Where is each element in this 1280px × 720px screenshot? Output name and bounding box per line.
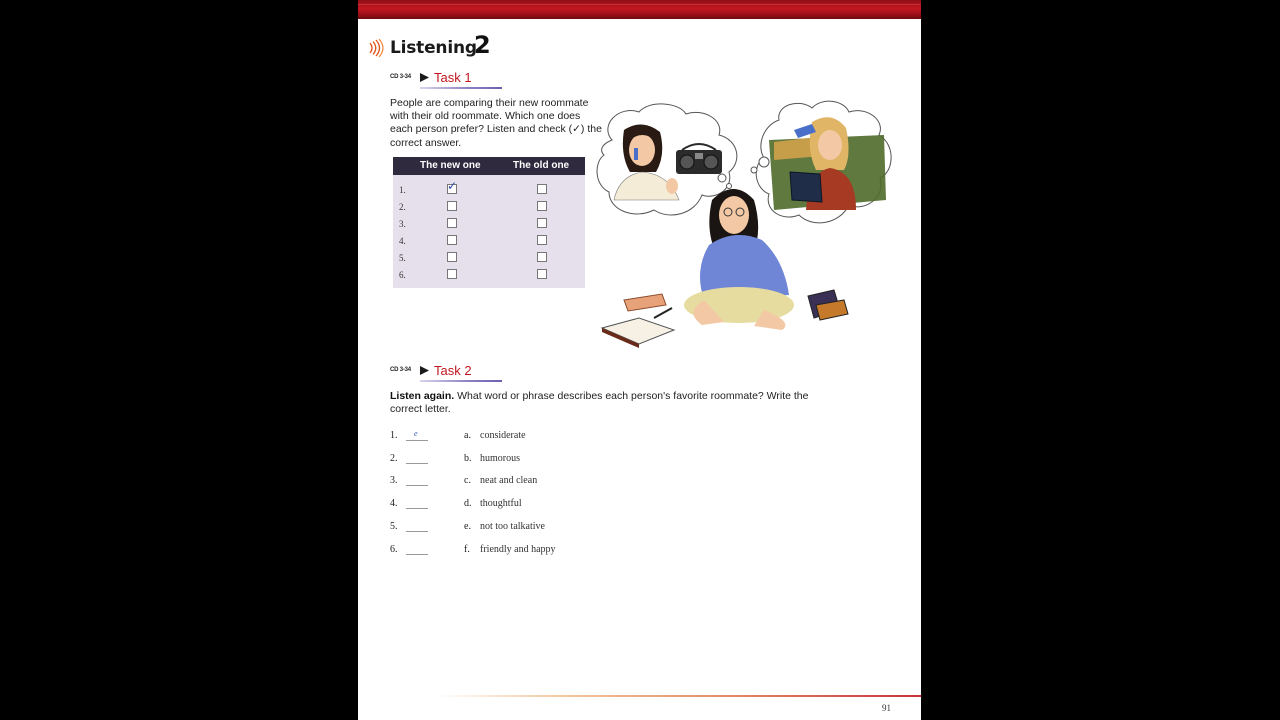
task2-instructions xyxy=(390,390,810,416)
item-number: 1. xyxy=(390,430,398,441)
option-text: considerate xyxy=(480,430,526,441)
check-mark: ✓ xyxy=(447,179,458,193)
written-answer: e xyxy=(414,429,418,438)
item-number: 6. xyxy=(390,543,398,555)
answer-blank[interactable] xyxy=(406,485,428,486)
textbook-page xyxy=(358,0,921,720)
row-number: 2. xyxy=(399,202,406,212)
row-number: 3. xyxy=(399,219,406,229)
new-one-checkbox[interactable] xyxy=(447,252,457,262)
answer-blank[interactable] xyxy=(406,554,428,555)
answer-item xyxy=(390,521,690,537)
new-one-checkbox[interactable] xyxy=(447,201,457,211)
option-letter: f. xyxy=(464,543,470,555)
old-one-checkbox[interactable] xyxy=(537,218,547,228)
section-title: Listening xyxy=(390,38,477,58)
option-letter: a. xyxy=(464,430,471,441)
answer-blank[interactable] xyxy=(406,463,428,464)
task1-instructions: People are comparing their new roommate with their old roommate. Which one does each person prefer? Listen and check (✓) the correct answer. xyxy=(390,97,602,149)
thought-bubble-right xyxy=(751,101,891,223)
item-number: 2. xyxy=(390,452,398,464)
row-number: 1. xyxy=(399,185,406,195)
answer-item xyxy=(390,498,690,514)
table-header xyxy=(393,157,585,175)
table-row xyxy=(393,250,585,267)
cd-track-label: CD 3-34 xyxy=(390,367,411,373)
table-row xyxy=(393,233,585,250)
table-row xyxy=(393,216,585,233)
old-one-checkbox[interactable] xyxy=(537,184,547,194)
answer-item xyxy=(390,544,690,560)
answer-item xyxy=(390,453,690,469)
option-letter: c. xyxy=(464,475,471,487)
option-letter: e. xyxy=(464,520,471,532)
option-text: humorous xyxy=(480,452,520,464)
option-letter: b. xyxy=(464,452,472,464)
footer-rule xyxy=(438,695,921,697)
instruction-rest: What word or phrase describes each person's favorite roommate? Write the correct letter. xyxy=(390,390,809,415)
option-text: thoughtful xyxy=(480,498,522,510)
item-number: 3. xyxy=(390,475,398,487)
task2-title: Task 2 xyxy=(434,363,472,378)
new-one-checkbox[interactable] xyxy=(447,179,458,194)
old-one-checkbox[interactable] xyxy=(537,269,547,279)
table-row xyxy=(393,199,585,216)
play-icon xyxy=(420,366,429,375)
task1-underline xyxy=(420,87,502,89)
answer-blank[interactable] xyxy=(406,508,428,509)
option-text: neat and clean xyxy=(480,475,538,487)
table-row xyxy=(393,179,585,199)
new-one-checkbox[interactable] xyxy=(447,218,457,228)
old-one-checkbox[interactable] xyxy=(537,235,547,245)
option-letter: d. xyxy=(464,498,472,510)
answer-item xyxy=(390,430,690,446)
task2-underline xyxy=(420,380,502,382)
item-number: 5. xyxy=(390,520,398,532)
old-one-checkbox[interactable] xyxy=(537,252,547,262)
row-number: 5. xyxy=(399,253,406,263)
page-number: 91 xyxy=(882,703,891,713)
play-icon xyxy=(420,73,429,82)
column-new: The new one xyxy=(420,160,481,171)
row-number: 4. xyxy=(399,236,406,246)
cd-track-label: CD 3-34 xyxy=(390,74,411,80)
roommate-illustration xyxy=(594,100,899,355)
answer-blank[interactable] xyxy=(406,440,428,441)
answer-blank[interactable] xyxy=(406,531,428,532)
row-number: 6. xyxy=(399,270,406,280)
task1-title: Task 1 xyxy=(434,70,472,85)
old-one-checkbox[interactable] xyxy=(537,201,547,211)
item-number: 4. xyxy=(390,498,398,510)
new-one-checkbox[interactable] xyxy=(447,235,457,245)
column-old: The old one xyxy=(513,160,570,171)
table-row xyxy=(393,267,585,284)
header-band xyxy=(358,0,921,19)
sound-waves-icon xyxy=(368,39,386,57)
instruction-bold: Listen again. xyxy=(390,390,455,402)
answer-item xyxy=(390,475,690,491)
option-text: not too talkative xyxy=(480,520,545,532)
option-text: friendly and happy xyxy=(480,543,556,555)
preference-table xyxy=(393,157,585,288)
section-number: 2 xyxy=(474,31,491,59)
new-one-checkbox[interactable] xyxy=(447,269,457,279)
